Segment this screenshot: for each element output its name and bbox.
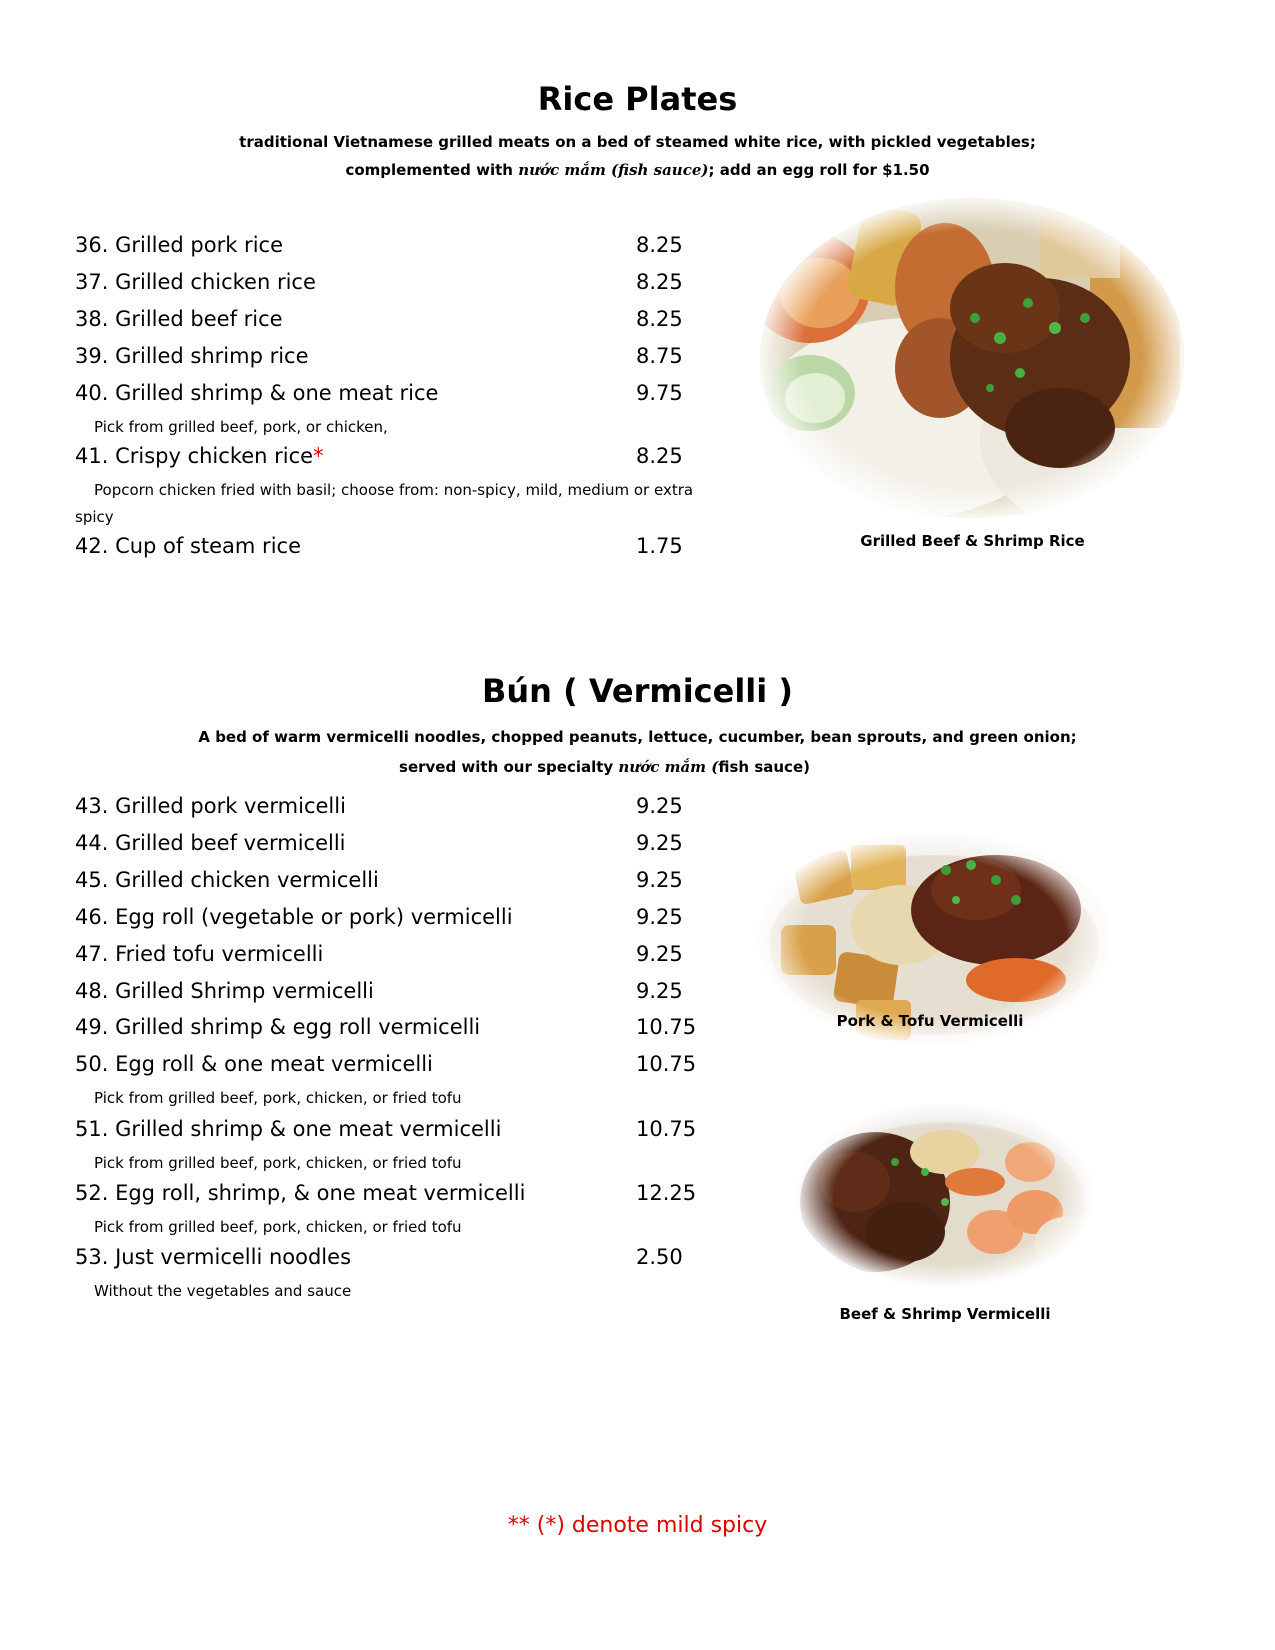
menu-item: [75, 1048, 715, 1080]
menu-item: [75, 938, 715, 970]
vermicelli-description-line-1: A bed of warm vermicelli noodles, chopped peanuts, lettuce, cucumber, bean sprouts, and green onion;: [198, 728, 1077, 746]
item-name: 49. Grilled shrimp & egg roll vermicelli: [75, 1015, 481, 1039]
item-name: 37. Grilled chicken rice: [75, 270, 316, 294]
item-note: Popcorn chicken fried with basil; choose from: non-spicy, mild, medium or extra spicy: [75, 481, 694, 526]
item-price: 8.25: [636, 307, 683, 331]
spicy-legend-note: ** (*) denote mild spicy: [507, 1513, 768, 1538]
menu-item: [75, 1177, 715, 1209]
menu-item: [75, 864, 715, 896]
item-price: 2.50: [636, 1245, 683, 1269]
item-name: 42. Cup of steam rice: [75, 534, 301, 558]
item-name: 46. Egg roll (vegetable or pork) vermicelli: [75, 905, 513, 929]
item-name: 39. Grilled shrimp rice: [75, 344, 309, 368]
menu-item: [75, 229, 715, 261]
item-price: 10.75: [636, 1052, 697, 1076]
item-price: 12.25: [636, 1181, 697, 1205]
vermicelli-photo-1-caption: Pork & Tofu Vermicelli: [836, 1012, 1024, 1030]
rice-plates-title: Rice Plates: [537, 80, 738, 118]
item-note: Without the vegetables and sauce: [94, 1282, 352, 1300]
item-note: Pick from grilled beef, pork, chicken, or fried tofu: [94, 1154, 462, 1172]
item-price: 9.25: [636, 979, 683, 1003]
spicy-marker: *: [313, 444, 324, 468]
item-price: 1.75: [636, 534, 683, 558]
item-name: 43. Grilled pork vermicelli: [75, 794, 346, 818]
item-name: 53. Just vermicelli noodles: [75, 1245, 352, 1269]
item-note: Pick from grilled beef, pork, chicken, or fried tofu: [94, 1218, 462, 1236]
menu-item: [75, 1011, 715, 1043]
item-note: Pick from grilled beef, pork, or chicken,: [94, 418, 388, 436]
item-price: 10.75: [636, 1015, 697, 1039]
item-name: 48. Grilled Shrimp vermicelli: [75, 979, 374, 1003]
item-name: 44. Grilled beef vermicelli: [75, 831, 346, 855]
item-price: 8.25: [636, 270, 683, 294]
rice-plates-description-line-1: traditional Vietnamese grilled meats on a bed of steamed white rice, with pickled vegetables;: [239, 133, 1036, 151]
item-price: 9.25: [636, 868, 683, 892]
menu-item: [75, 377, 715, 409]
menu-item: [75, 975, 715, 1007]
item-price: 8.75: [636, 344, 683, 368]
menu-item: [75, 303, 715, 335]
menu-item: [75, 827, 715, 859]
menu-item: [75, 266, 715, 298]
menu-item: [75, 901, 715, 933]
item-price: 9.75: [636, 381, 683, 405]
item-note: Pick from grilled beef, pork, chicken, or fried tofu: [94, 1089, 462, 1107]
fish-sauce-term: nước mắm (fish sauce): [518, 161, 709, 179]
item-price: 8.25: [636, 233, 683, 257]
item-price: 9.25: [636, 905, 683, 929]
item-name: 47. Fried tofu vermicelli: [75, 942, 324, 966]
item-name: 52. Egg roll, shrimp, & one meat vermicelli: [75, 1181, 526, 1205]
vermicelli-photo-2-caption: Beef & Shrimp Vermicelli: [839, 1305, 1051, 1323]
item-price: 9.25: [636, 942, 683, 966]
menu-item: [75, 530, 715, 562]
fish-sauce-term: nước mắm (: [618, 758, 719, 776]
item-name: 51. Grilled shrimp & one meat vermicelli: [75, 1117, 502, 1141]
item-name: 36. Grilled pork rice: [75, 233, 283, 257]
grilled-beef-shrimp-rice-photo: [760, 198, 1185, 518]
item-price: 8.25: [636, 444, 683, 468]
rice-photo-caption: Grilled Beef & Shrimp Rice: [860, 532, 1085, 550]
menu-item: [75, 340, 715, 372]
beef-shrimp-vermicelli-photo: [795, 1102, 1095, 1287]
menu-item: [75, 1241, 715, 1273]
menu-item: [75, 790, 715, 822]
rice-plates-description-line-2: complemented with nước mắm (fish sauce); add an egg roll for $1.50: [345, 161, 930, 179]
item-price: 9.25: [636, 831, 683, 855]
item-price: 9.25: [636, 794, 683, 818]
menu-item: [75, 440, 715, 472]
item-name: 38. Grilled beef rice: [75, 307, 283, 331]
vermicelli-description-line-2: served with our specialty nước mắm (fish sauce): [399, 758, 810, 776]
item-name: 41. Crispy chicken rice*: [75, 444, 324, 468]
item-price: 10.75: [636, 1117, 697, 1141]
item-name: 45. Grilled chicken vermicelli: [75, 868, 379, 892]
item-name: 40. Grilled shrimp & one meat rice: [75, 381, 439, 405]
item-name: 50. Egg roll & one meat vermicelli: [75, 1052, 433, 1076]
menu-item: [75, 1113, 715, 1145]
vermicelli-title: Bún ( Vermicelli ): [481, 672, 793, 710]
